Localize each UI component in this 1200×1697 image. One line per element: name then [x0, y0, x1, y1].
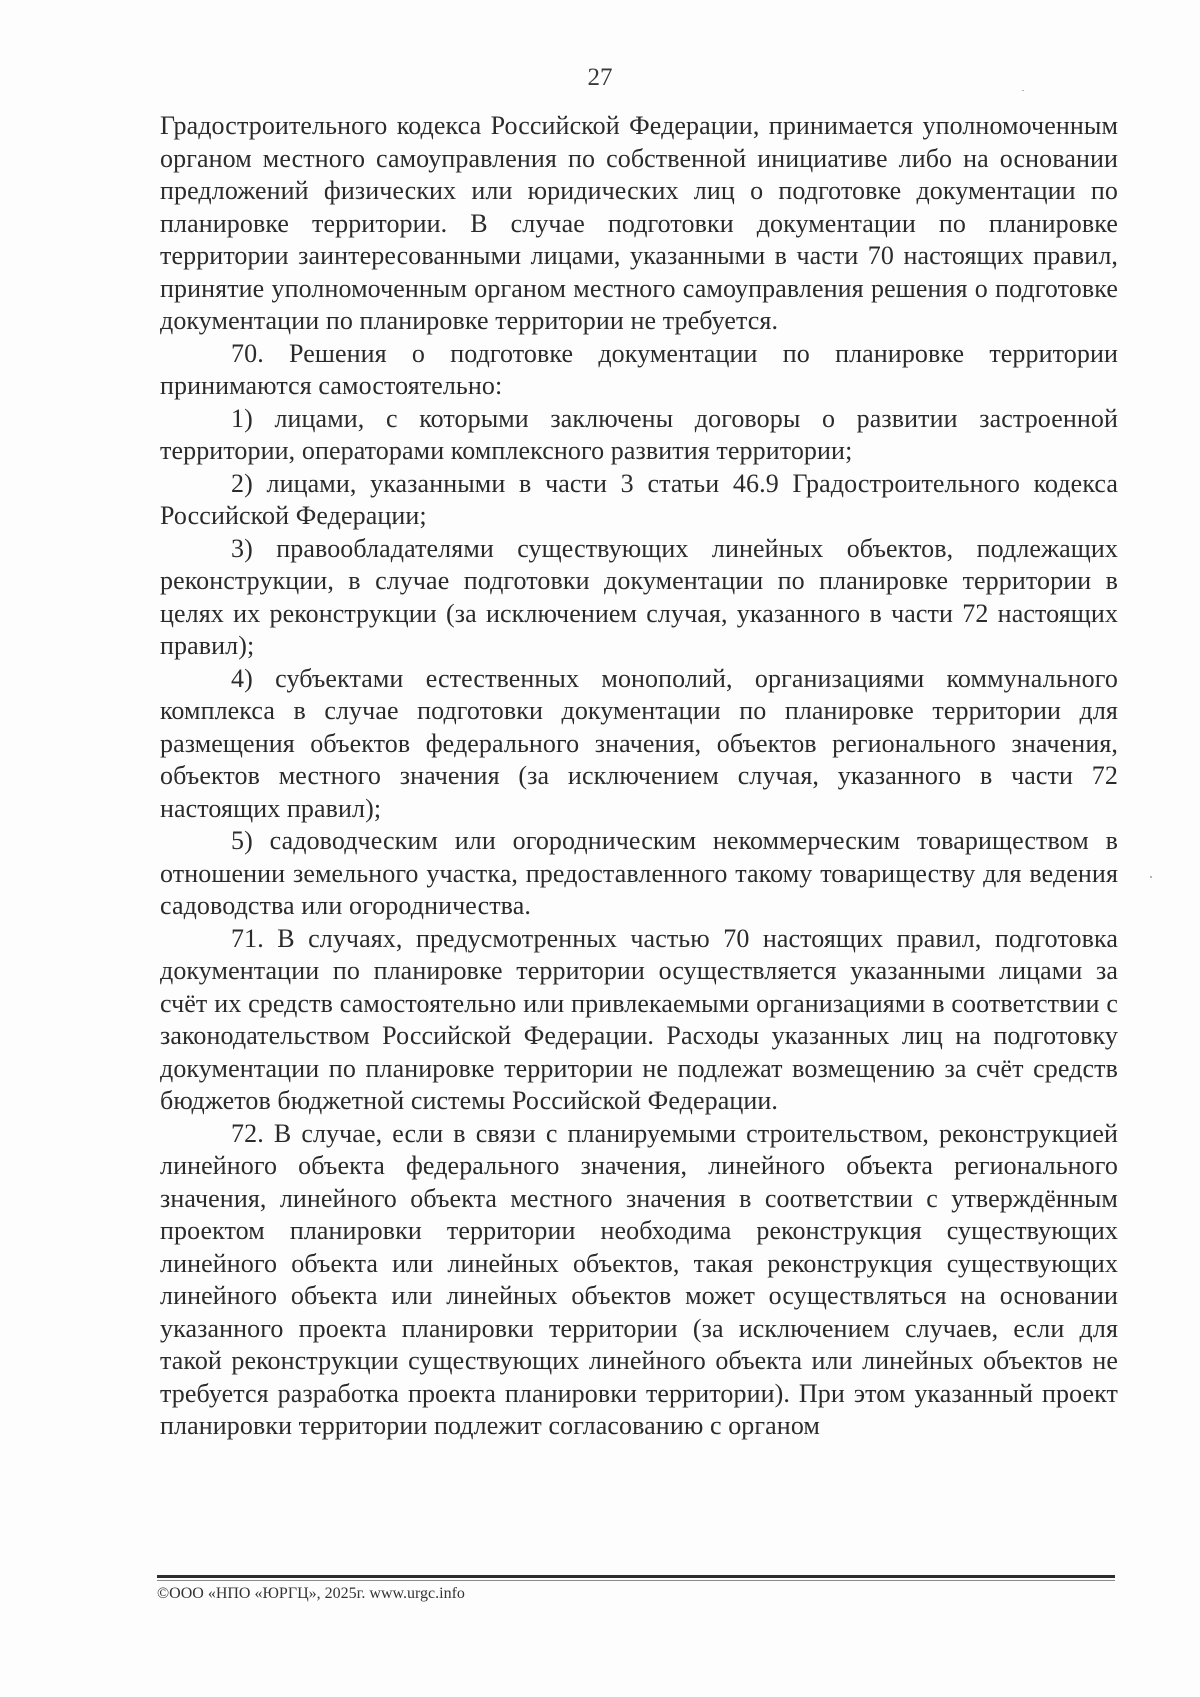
paragraph-72: 72. В случае, если в связи с планируемыми строительством, реконструкцией линейного объекта федерального значения, линейного объекта регионального значения, линейного объекта местного значения в соответствии с утверждённым проектом планировки территории необходима реконструкция существующих линейного объекта или линейных объектов, такая реконструкция существующих линейного объекта или линейных объектов может осуществляться на основании указанного проекта планировки территории (за исключением случаев, если для такой реконструкции существующих линейного объекта или линейных объектов не требуется разработка проекта планировки территории). При этом указанный проект планировки территории подлежит согласованию с органом — [160, 1118, 1118, 1440]
list-item-2: 2) лицами, указанными в части 3 статьи 46.9 Градостроительного кодекса Российской Федерации; — [160, 468, 1118, 530]
footer-divider — [157, 1575, 1115, 1578]
page-number: 27 — [587, 64, 613, 91]
footer-divider-thin — [157, 1580, 1115, 1581]
paragraph-continuation: Градостроительного кодекса Российской Федерации, принимается уполномоченным органом местного самоуправления по собственной инициативе либо на основании предложений физических или юридических лиц о подготовке документации по планировке территории. В случае подготовки документации по планировке территории заинтересованными лицами, указанными в части 70 настоящих правил, принятие уполномоченным органом местного самоуправления решения о подготовке документации по планировке территории не требуется. — [160, 111, 1118, 335]
paragraph-71: 71. В случаях, предусмотренных частью 70 настоящих правил, подготовка документации по планировке территории осуществляется указанными лицами за счёт их средств самостоятельно или привлекаемыми организациями в соответствии с законодательством Российской Федерации. Расходы указанных лиц на подготовку документации по планировке территории не подлежат возмещению за счёт средств бюджетов бюджетной системы Российской Федерации. — [160, 923, 1118, 1115]
list-item-1: 1) лицами, с которыми заключены договоры о развитии застроенной территории, операторами комплексного развития территории; — [160, 403, 1118, 465]
scan-speck — [1150, 876, 1152, 878]
list-item-5: 5) садоводческим или огородническим некоммерческим товариществом в отношении земельного участка, предоставленного такому товариществу для ведения садоводства или огородничества. — [160, 826, 1118, 920]
paragraph-70: 70. Решения о подготовке документации по планировке территории принимаются самостоятельно: — [160, 338, 1118, 400]
document-body — [160, 110, 1118, 1443]
list-item-3: 3) правообладателями существующих линейных объектов, подлежащих реконструкции, в случае подготовки документации по планировке территории в целях их реконструкции (за исключением случая, указанного в части 72 настоящих правил); — [160, 533, 1118, 660]
scan-speck — [1022, 90, 1024, 91]
list-item-4: 4) субъектами естественных монополий, организациями коммунального комплекса в случае подготовки документации по планировке территории для размещения объектов федерального значения, объектов регионального значения, объектов местного значения (за исключением случая, указанного в части 72 настоящих правил); — [160, 663, 1118, 823]
footer-copyright: ©ООО «НПО «ЮРГЦ», 2025г. www.urgc.info — [157, 1585, 465, 1602]
